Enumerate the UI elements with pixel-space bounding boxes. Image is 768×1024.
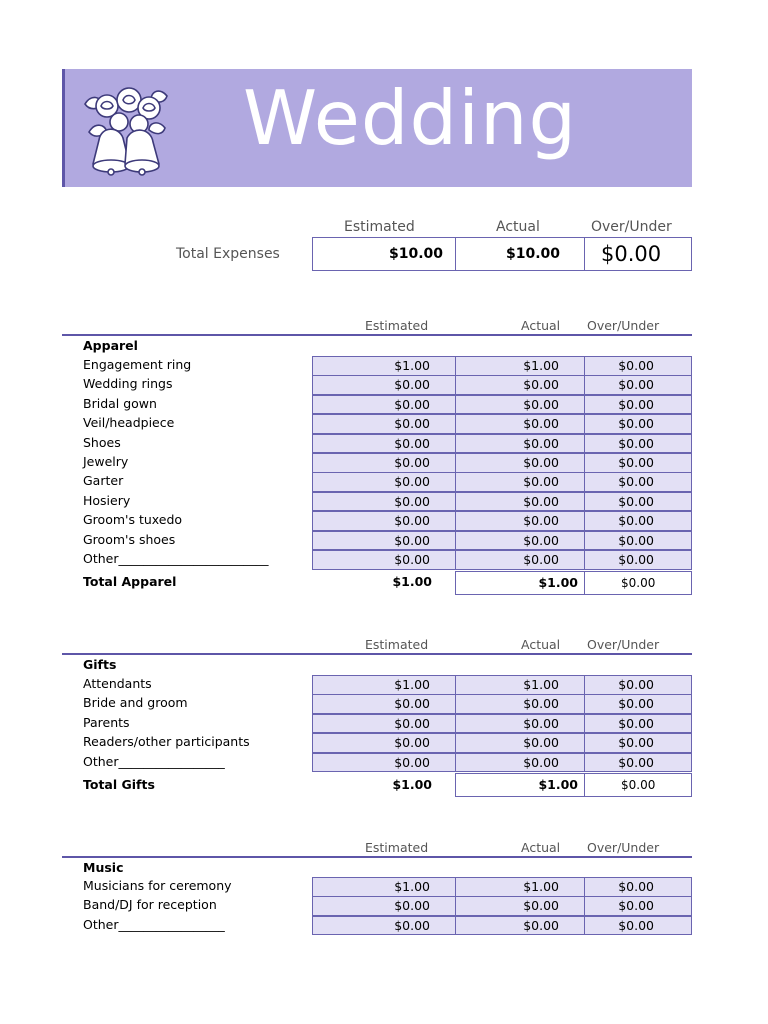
actual-cell[interactable]: $0.00 — [455, 375, 585, 395]
actual-cell[interactable]: $1.00 — [455, 675, 585, 695]
over-under-cell: $0.00 — [584, 896, 692, 916]
gifts-header-estimated: Estimated — [365, 637, 429, 652]
estimated-cell[interactable]: $0.00 — [312, 511, 456, 531]
summary-header-estimated: Estimated — [344, 219, 415, 235]
total-apparel-estimated: $1.00 — [392, 574, 432, 589]
actual-cell[interactable]: $0.00 — [455, 453, 585, 473]
gifts-section-title: Gifts — [83, 657, 117, 672]
row-label: Musicians for ceremony — [83, 878, 232, 893]
total-gifts-actual[interactable]: $1.00 — [455, 773, 585, 797]
row-label: Veil/headpiece — [83, 415, 175, 431]
estimated-cell[interactable]: $0.00 — [312, 694, 456, 714]
actual-cell[interactable]: $0.00 — [455, 916, 585, 936]
actual-cell[interactable]: $0.00 — [455, 550, 585, 570]
over-under-cell: $0.00 — [584, 675, 692, 695]
row-label: Parents — [83, 714, 130, 730]
apparel-header-over-under: Over/Under — [587, 318, 660, 333]
row-label: Other_________________ — [83, 916, 225, 932]
estimated-cell[interactable]: $0.00 — [312, 753, 456, 773]
row-label: Groom's shoes — [83, 531, 176, 547]
roses-and-bells-icon — [81, 82, 173, 176]
apparel-header-actual: Actual — [521, 318, 561, 333]
over-under-cell: $0.00 — [584, 550, 692, 570]
actual-cell[interactable]: $0.00 — [455, 714, 585, 734]
apparel-section-title: Apparel — [83, 338, 138, 353]
over-under-cell: $0.00 — [584, 694, 692, 714]
row-label: Garter — [83, 473, 124, 489]
over-under-cell: $0.00 — [584, 434, 692, 454]
estimated-cell[interactable]: $0.00 — [312, 375, 456, 395]
actual-cell[interactable]: $0.00 — [455, 753, 585, 773]
total-apparel-over-under: $0.00 — [584, 571, 692, 595]
actual-cell[interactable]: $1.00 — [455, 356, 585, 376]
estimated-cell[interactable]: $0.00 — [312, 550, 456, 570]
music-header-over-under: Over/Under — [587, 840, 660, 855]
estimated-cell[interactable]: $0.00 — [312, 531, 456, 551]
over-under-cell: $0.00 — [584, 877, 692, 897]
gifts-header-over-under: Over/Under — [587, 637, 660, 652]
actual-cell[interactable]: $0.00 — [455, 531, 585, 551]
total-gifts-estimated: $1.00 — [392, 777, 432, 792]
total-expenses-actual[interactable]: $10.00 — [455, 237, 585, 271]
estimated-cell[interactable]: $0.00 — [312, 434, 456, 454]
estimated-cell[interactable]: $1.00 — [312, 675, 456, 695]
summary-header-over-under: Over/Under — [591, 219, 672, 235]
apparel-header-estimated: Estimated — [365, 318, 429, 333]
music-divider — [62, 856, 692, 858]
music-header-actual: Actual — [521, 840, 561, 855]
row-label: Other________________________ — [83, 551, 269, 566]
over-under-cell: $0.00 — [584, 531, 692, 551]
apparel-divider — [62, 334, 692, 336]
estimated-cell[interactable]: $1.00 — [312, 877, 456, 897]
estimated-cell[interactable]: $0.00 — [312, 896, 456, 916]
row-label: Shoes — [83, 434, 121, 450]
actual-cell[interactable]: $0.00 — [455, 492, 585, 512]
music-section-title: Music — [83, 860, 124, 875]
page-title: Wedding — [243, 74, 578, 162]
gifts-header-actual: Actual — [521, 637, 561, 652]
row-label: Readers/other participants — [83, 734, 250, 750]
over-under-cell: $0.00 — [584, 414, 692, 434]
over-under-cell: $0.00 — [584, 453, 692, 473]
estimated-cell[interactable]: $0.00 — [312, 733, 456, 753]
total-gifts-label: Total Gifts — [83, 777, 155, 792]
estimated-cell[interactable]: $0.00 — [312, 395, 456, 415]
over-under-cell: $0.00 — [584, 356, 692, 376]
estimated-cell[interactable]: $0.00 — [312, 916, 456, 936]
gifts-divider — [62, 653, 692, 655]
over-under-cell: $0.00 — [584, 395, 692, 415]
actual-cell[interactable]: $0.00 — [455, 511, 585, 531]
actual-cell[interactable]: $0.00 — [455, 472, 585, 492]
estimated-cell[interactable]: $0.00 — [312, 472, 456, 492]
row-label: Wedding rings — [83, 376, 173, 392]
total-apparel-label: Total Apparel — [83, 574, 177, 589]
row-label: Bridal gown — [83, 395, 157, 411]
row-label: Engagement ring — [83, 357, 192, 372]
over-under-cell: $0.00 — [584, 492, 692, 512]
total-apparel-actual[interactable]: $1.00 — [455, 571, 585, 595]
row-label: Jewelry — [83, 454, 129, 469]
actual-cell[interactable]: $1.00 — [455, 877, 585, 897]
total-expenses-estimated[interactable]: $10.00 — [312, 237, 456, 271]
total-gifts-over-under: $0.00 — [584, 773, 692, 797]
row-label: Attendants — [83, 676, 152, 691]
estimated-cell[interactable]: $0.00 — [312, 714, 456, 734]
over-under-cell: $0.00 — [584, 733, 692, 753]
over-under-cell: $0.00 — [584, 375, 692, 395]
actual-cell[interactable]: $0.00 — [455, 694, 585, 714]
over-under-cell: $0.00 — [584, 511, 692, 531]
title-banner — [62, 69, 692, 187]
over-under-cell: $0.00 — [584, 714, 692, 734]
summary-header-actual: Actual — [496, 219, 540, 235]
total-expenses-over-under: $0.00 — [584, 237, 692, 271]
row-label: Other_________________ — [83, 753, 225, 769]
actual-cell[interactable]: $0.00 — [455, 896, 585, 916]
estimated-cell[interactable]: $1.00 — [312, 356, 456, 376]
over-under-cell: $0.00 — [584, 472, 692, 492]
over-under-cell: $0.00 — [584, 753, 692, 773]
total-expenses-label: Total Expenses — [176, 246, 280, 262]
music-header-estimated: Estimated — [365, 840, 429, 855]
actual-cell[interactable]: $0.00 — [455, 395, 585, 415]
actual-cell[interactable]: $0.00 — [455, 414, 585, 434]
actual-cell[interactable]: $0.00 — [455, 733, 585, 753]
over-under-cell: $0.00 — [584, 916, 692, 936]
row-label: Groom's tuxedo — [83, 512, 183, 528]
estimated-cell[interactable]: $0.00 — [312, 492, 456, 512]
row-label: Band/DJ for reception — [83, 897, 217, 913]
estimated-cell[interactable]: $0.00 — [312, 414, 456, 434]
actual-cell[interactable]: $0.00 — [455, 434, 585, 454]
row-label: Hosiery — [83, 492, 131, 508]
estimated-cell[interactable]: $0.00 — [312, 453, 456, 473]
row-label: Bride and groom — [83, 695, 188, 711]
